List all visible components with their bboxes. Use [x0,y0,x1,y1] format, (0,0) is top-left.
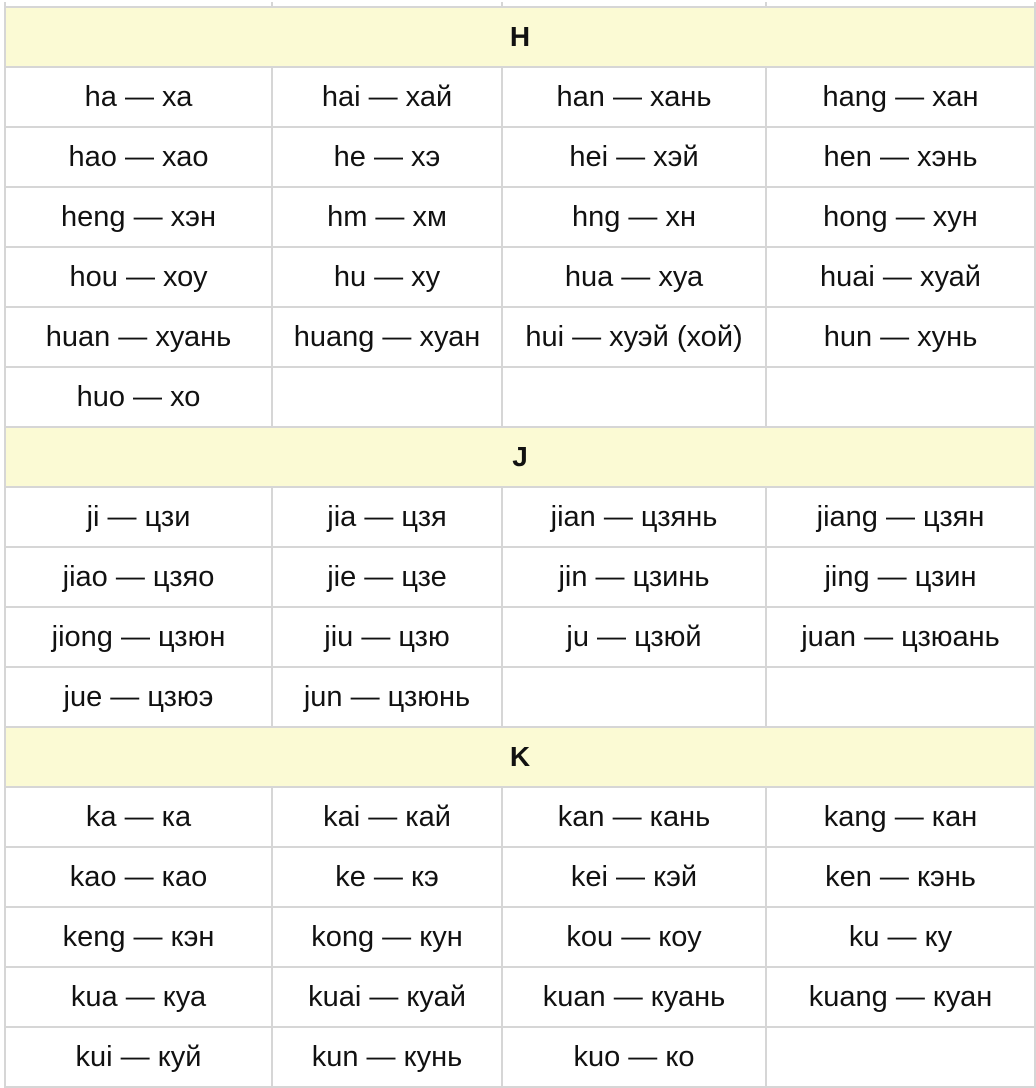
syllable-cell: huan — хуань [4,308,271,368]
syllable-cell: kong — кун [271,908,501,968]
table-cell-empty [501,668,765,728]
syllable-cell: hu — ху [271,248,501,308]
section-header-row [4,728,1036,788]
table-row [4,548,1036,608]
syllable-cell: jiu — цзю [271,608,501,668]
syllable-cell: jiong — цзюн [4,608,271,668]
syllable-cell: kuai — куай [271,968,501,1028]
syllable-cell: kai — кай [271,788,501,848]
syllable-cell: he — хэ [271,128,501,188]
syllable-cell: kan — кань [501,788,765,848]
syllable-cell: hua — хуа [501,248,765,308]
syllable-cell: jian — цзянь [501,488,765,548]
table-row [4,908,1036,968]
syllable-cell: hm — хм [271,188,501,248]
syllable-cell: ju — цзюй [501,608,765,668]
syllable-cell: jiang — цзян [765,488,1036,548]
table-row [4,188,1036,248]
table-cell-empty [501,368,765,428]
syllable-cell: ke — кэ [271,848,501,908]
syllable-cell: jia — цзя [271,488,501,548]
syllable-cell: hun — хунь [765,308,1036,368]
section-letter: H [4,8,1036,68]
syllable-cell: kei — кэй [501,848,765,908]
syllable-cell: kun — кунь [271,1028,501,1088]
syllable-cell: hng — хн [501,188,765,248]
syllable-cell: kou — коу [501,908,765,968]
syllable-cell: keng — кэн [4,908,271,968]
section-letter: J [4,428,1036,488]
syllable-cell: hen — хэнь [765,128,1036,188]
syllable-cell: jie — цзе [271,548,501,608]
table-row [4,608,1036,668]
table-row [4,668,1036,728]
syllable-cell: han — хань [501,68,765,128]
syllable-cell: ji — цзи [4,488,271,548]
table-cell-empty [765,668,1036,728]
section-letter: K [4,728,1036,788]
table-row [4,248,1036,308]
syllable-cell: jing — цзин [765,548,1036,608]
syllable-cell: ken — кэнь [765,848,1036,908]
syllable-cell: hui — хуэй (хой) [501,308,765,368]
syllable-cell: huang — хуан [271,308,501,368]
syllable-cell: hang — хан [765,68,1036,128]
pinyin-cyrillic-table [4,2,1036,1088]
table-row [4,1028,1036,1088]
syllable-cell: kuo — ко [501,1028,765,1088]
table-row [4,128,1036,188]
syllable-cell: kua — куа [4,968,271,1028]
syllable-cell: ha — ха [4,68,271,128]
syllable-cell: juan — цзюань [765,608,1036,668]
syllable-cell: hei — хэй [501,128,765,188]
table-row [4,788,1036,848]
syllable-cell: hao — хао [4,128,271,188]
table-cell-empty [765,368,1036,428]
syllable-cell: kuan — куань [501,968,765,1028]
syllable-cell: ku — ку [765,908,1036,968]
syllable-cell: kuang — куан [765,968,1036,1028]
syllable-cell: heng — хэн [4,188,271,248]
syllable-cell: ka — ка [4,788,271,848]
table-body [4,2,1036,1088]
table-cell-empty [765,1028,1036,1088]
syllable-cell: jin — цзинь [501,548,765,608]
table-row [4,488,1036,548]
syllable-cell: jue — цзюэ [4,668,271,728]
syllable-cell: hai — хай [271,68,501,128]
table-row [4,68,1036,128]
syllable-cell: hong — хун [765,188,1036,248]
section-header-row [4,8,1036,68]
syllable-cell: kao — као [4,848,271,908]
syllable-cell: jiao — цзяо [4,548,271,608]
syllable-cell: huo — хо [4,368,271,428]
syllable-cell: jun — цзюнь [271,668,501,728]
syllable-cell: kang — кан [765,788,1036,848]
section-header-row [4,428,1036,488]
syllable-cell: kui — куй [4,1028,271,1088]
table-row [4,848,1036,908]
table-row [4,968,1036,1028]
table-cell-empty [271,368,501,428]
table-row [4,308,1036,368]
syllable-cell: huai — хуай [765,248,1036,308]
syllable-cell: hou — хоу [4,248,271,308]
table-row [4,368,1036,428]
